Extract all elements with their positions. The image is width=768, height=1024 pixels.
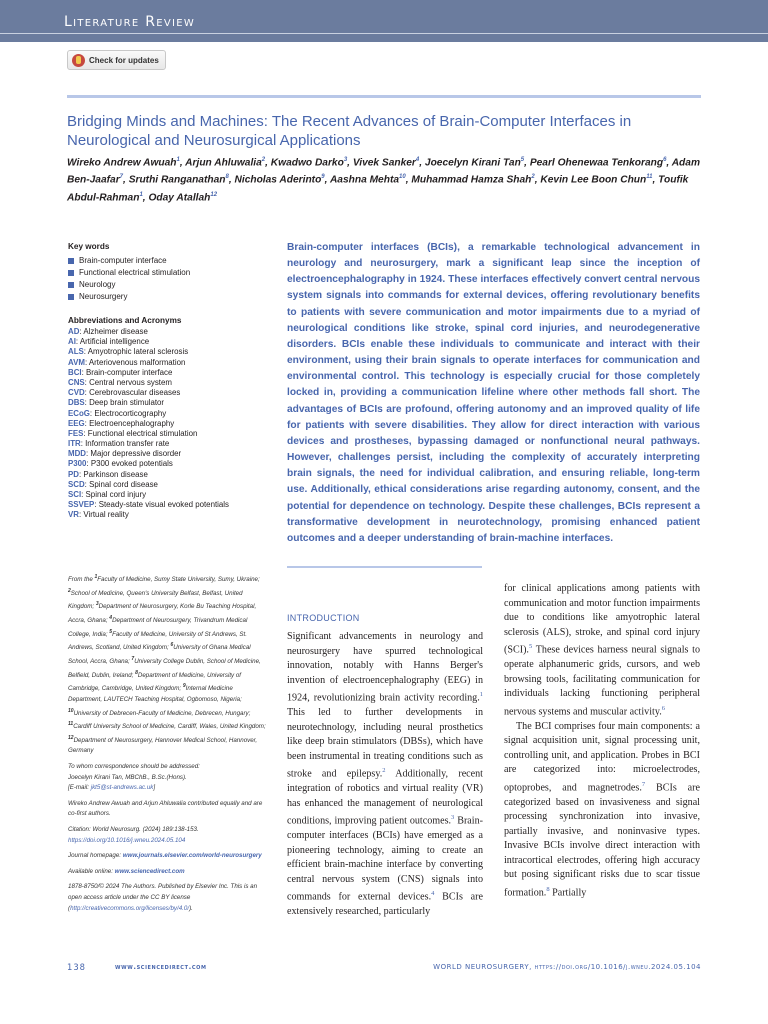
author-affiliation-mark: 12	[210, 191, 218, 198]
affiliation-text: Department of Neurosurgery, Hannover Medical School, Hannover, Germany	[68, 736, 258, 755]
citation	[68, 825, 267, 846]
abbreviation-term: CNS	[68, 377, 85, 387]
abbreviation-definition: Parkinson disease	[83, 469, 148, 479]
abbreviation-term: SCD	[68, 479, 85, 489]
abbreviation-item: AVM: Arteriovenous malformation	[68, 357, 186, 367]
affiliation-number: 5	[109, 628, 113, 635]
body-text: These devices harness neural signals to operate alphanumeric grids, cursors, and web browsing tools, facilitating communication for individuals lacking functioning peripheral nervous systems and muscular activity.	[504, 644, 700, 718]
author-name: Arjun Ahluwalia	[185, 157, 262, 169]
paragraph	[504, 582, 700, 720]
author-affiliation-mark: 2	[261, 157, 266, 163]
reference-mark: 5	[528, 643, 533, 651]
author-affiliation-mark: 3	[343, 157, 348, 163]
body-column-2	[504, 582, 700, 901]
section-band	[0, 0, 768, 42]
journal-homepage	[68, 851, 267, 862]
affiliation-number: 7	[131, 655, 135, 662]
homepage-label: Journal homepage:	[68, 852, 123, 860]
abbreviation-item: CNS: Central nervous system	[68, 377, 172, 387]
abbreviation-definition: Arteriovenous malformation	[88, 357, 186, 367]
check-for-updates-button[interactable]	[67, 50, 166, 70]
abbreviations-list	[68, 327, 268, 521]
abbreviation-item: PD: Parkinson disease	[68, 469, 148, 479]
affiliation-text: Department of Neurosurgery, Trivandrum Medical College, India;	[68, 617, 248, 638]
reference-mark: 2	[382, 767, 386, 775]
keyword-label: Neurology	[79, 280, 116, 289]
abbreviation-definition: Cerebrovascular diseases	[89, 388, 181, 398]
abbreviation-term: P300	[68, 459, 87, 469]
abbreviation-definition: Brain-computer interface	[85, 367, 173, 377]
author-affiliation-mark: 1	[176, 157, 180, 163]
keyword-item	[68, 267, 190, 279]
affiliation-text: University of Debrecen-Faculty of Medicine, Debrecen, Hungary;	[73, 709, 251, 717]
abbreviation-item: P300: P300 evoked potentials	[68, 459, 173, 469]
abbreviation-item: SCI: Spinal cord injury	[68, 490, 147, 499]
keyword-item	[68, 255, 190, 267]
license-link[interactable]: http://creativecommons.org/licenses/by/4.0/	[70, 904, 190, 912]
affiliation-number: 2	[68, 587, 71, 594]
band-divider	[0, 33, 768, 34]
author-name: Muhammad Hamza Shah	[411, 174, 532, 186]
email-prefix: [E-mail:	[68, 784, 91, 792]
affiliation-text: Department of Medicine, University of Cambridge, Cambridge, United Kingdom;	[68, 671, 242, 693]
abbreviation-item: SSVEP: Steady-state visual evoked potentials	[68, 500, 229, 510]
body-text: This led to further developments in neurotechnology, including neural prosthetics like deep brain stimulators (DBSs), which have been instrumental in treating conditions such as stroke and epilepsy.	[287, 707, 483, 780]
affiliation-number: 12	[68, 734, 74, 741]
abbreviation-definition: Alzheimer disease	[83, 327, 148, 336]
footer-journal: WORLD NEUROSURGERY, https://doi.org/10.1016/j.wneu.2024.05.104	[433, 963, 701, 971]
body-text: BCIs are categorized based on invasiveness and signal processing synchronization into invasive, partially invasive, and noninvasive types. Invasive BCIs involve direct interaction with intracortical electrodes, offering high accuracy but posing significant risks due to scar tissue formation.	[504, 782, 700, 899]
reference-mark: 7	[641, 780, 646, 788]
abbreviation-term: PD	[68, 469, 79, 479]
affiliation-text: University College Dublin, School of Medicine, Belfield, Dublin, Ireland;	[68, 658, 261, 679]
affiliation-number: 11	[68, 721, 74, 728]
reference-mark: 3	[451, 814, 455, 822]
abbreviation-item: BCI: Brain-computer interface	[68, 367, 173, 377]
author-name: Nicholas Aderinto	[234, 174, 322, 186]
keywords-list	[68, 255, 190, 303]
author-name: Wireko Andrew Awuah	[67, 157, 177, 169]
affiliation-number: 9	[182, 683, 186, 690]
abbreviation-item: VR: Virtual reality	[68, 510, 129, 520]
abbreviation-definition: Electroencephalography	[89, 418, 175, 428]
abbreviation-term: ITR	[68, 439, 81, 449]
author-name: Kevin Lee Boon Chun	[540, 174, 647, 186]
abbreviation-item: CVD: Cerebrovascular diseases	[68, 388, 181, 398]
body-text: BCIs are extensively researched, particularly	[287, 891, 483, 918]
abbreviation-item: ITR: Information transfer rate	[68, 439, 170, 449]
affiliation-text: Faculty of Medicine, Sumy State University, Sumy, Ukraine;	[97, 576, 260, 584]
abbreviation-item: ECoG: Electrocorticography	[68, 408, 167, 418]
reference-mark: 1	[479, 691, 483, 699]
keyword-label: Brain-computer interface	[79, 256, 167, 265]
abbreviation-term: SCI	[68, 490, 82, 499]
abbreviation-item: DBS: Deep brain stimulator	[68, 398, 165, 408]
author-name: Sruthi Ranganathan	[128, 174, 226, 186]
abstract: Brain-computer interfaces (BCIs), a remarkable technological advancement in neurology and neurosurgery, mark a significant leap since the inception of electroencephalography in 1924. These interfaces effectively convert central nervous system signals into commands for external devices, offering revolutionary benefits to patients with severe communication and motor impairments due to a myriad of neurological conditions like stroke, spinal cord injuries, and neurodegenerative disorders. BCIs enable these individuals to communicate and interact with their environment, using their brain signals to operate interfaces for communication and environmental control. This technology is especially crucial for those completely locked in, providing a communication lifeline where other methods fall short. The advantages of BCIs are profound, offering autonomy and an improved quality of life for patients with severe disabilities. They allow for direct interaction with various devices and prostheses, bypassing damaged or nonfunctional neural pathways. However, challenges persist, including the complexity of accurately interpreting brain signals, the need for individual calibration, and ensuring reliable, long-term use. Additionally, ethical considerations arise regarding autonomy, consent, and the potential for dependence on technology. Despite these challenges, BCIs represent a transformative development in neurotechnology, promising enhanced patient outcomes and a deeper understanding of brain-machine interfaces.	[287, 242, 700, 544]
email-link[interactable]: jkt5@st-andrews.ac.uk	[90, 784, 154, 792]
affiliations-from: From the	[68, 576, 95, 584]
abbreviation-definition: Deep brain stimulator	[89, 398, 165, 408]
abbreviation-item: ALS: Amyotrophic lateral sclerosis	[68, 347, 189, 357]
author-name: Pearl Ohenewaa Tenkorang	[529, 157, 664, 169]
correspondence	[68, 762, 267, 794]
author-affiliation-mark: 5	[520, 157, 525, 163]
affiliation-number: 3	[95, 601, 99, 608]
abbreviation-definition: Artificial intelligence	[79, 337, 150, 347]
author-name: Joecelyn Kirani Tan	[424, 157, 521, 169]
author-name: Vivek Sanker	[352, 157, 416, 169]
abbreviation-item: MDD: Major depressive disorder	[68, 449, 182, 459]
abbreviation-item: AI: Artificial intelligence	[68, 337, 150, 347]
body-column-1	[287, 630, 483, 920]
keyword-item	[68, 279, 190, 291]
page-number: 138	[67, 962, 86, 972]
author-affiliation-mark: 9	[321, 174, 325, 181]
keyword-label: Functional electrical stimulation	[79, 268, 191, 277]
bullet-icon	[68, 282, 74, 288]
available-online	[68, 867, 267, 878]
affiliation-number: 1	[94, 574, 98, 580]
abbreviation-term: AI	[68, 337, 76, 347]
abbreviation-term: DBS	[68, 398, 85, 408]
affiliation-text: Internal Medicine Department, LAUTECH Teaching Hospital, Ogbomoso, Nigeria;	[68, 685, 242, 703]
author-name: Toufik Abdul-Rahman	[67, 174, 689, 204]
abbreviation-definition: Information transfer rate	[85, 439, 170, 449]
article-title: Bridging Minds and Machines: The Recent Advances of Brain-Computer Interfaces in Neurological and Neurosurgical Applications	[67, 113, 632, 149]
keyword-label: Neurosurgery	[79, 292, 128, 301]
check-for-updates-label: Check for updates	[89, 55, 159, 65]
author-affiliation-mark: 11	[646, 174, 653, 181]
reference-mark: 8	[546, 886, 550, 894]
keywords-heading: Key words	[68, 242, 110, 251]
abbreviation-term: BCI	[68, 367, 82, 377]
abbreviation-item: FES: Functional electrical stimulation	[68, 428, 198, 438]
abbreviation-term: FES	[68, 428, 84, 438]
affiliation-number: 6	[170, 642, 174, 649]
abbreviations-heading: Abbreviations and Acronyms	[68, 316, 182, 325]
author-affiliation-mark: 1	[139, 191, 143, 198]
body-text: Brain-computer interfaces (BCIs) have emerged as a pioneering technology, aiming to create an efficient brain-machine interface by converting central nervous system (CNS) signals into commands for external devices.	[287, 815, 483, 903]
correspondence-line1: To whom correspondence should be addressed:	[68, 763, 200, 771]
online-label: Available online:	[68, 867, 115, 875]
abbreviation-term: AD	[68, 327, 80, 336]
bullet-icon	[68, 258, 74, 264]
homepage-link[interactable]: www.journals.elsevier.com/world-neurosurgery	[122, 852, 262, 860]
abbreviation-definition: Central nervous system	[89, 377, 172, 387]
bullet-icon	[68, 270, 74, 276]
license-text: 1878-8750/© 2024 The Authors. Published by Elsevier Inc. This is an open access article under the CC BY license (	[68, 883, 258, 912]
abbreviation-definition: P300 evoked potentials	[90, 459, 173, 469]
email-suffix: ]	[153, 784, 156, 792]
affiliation-text: Cardiff University School of Medicine, Cardiff, Wales, United Kingdom;	[73, 723, 266, 731]
author-affiliation-mark: 8	[225, 174, 229, 181]
paragraph	[504, 720, 700, 901]
affiliation-number: 10	[68, 707, 74, 714]
body-text: for clinical applications among patients with communication and motor function impairments due to conditions like amyotrophic lateral sclerosis (ALS), stroke, and spinal cord injury (SCI).	[504, 583, 700, 656]
author-affiliation-mark: 4	[415, 157, 420, 163]
online-link[interactable]: www.sciencedirect.com	[114, 867, 185, 875]
doi-link[interactable]: https://doi.org/10.1016/j.wneu.2024.05.104	[68, 836, 186, 844]
abbreviation-term: MDD	[68, 449, 86, 459]
affiliation-number: 4	[109, 614, 113, 621]
author-list: Wireko Andrew Awuah$^1$, Arjun Ahluwalia$^2$, Kwadwo Darko$^3$, Vivek Sanker$^4$, Joecelyn Kirani Tan$^5$, Pearl Ohenewaa Tenkorang$^6$, Adam Ben-Jaafar$^7$, Sruthi Ranganathan$^8$, Nicholas Aderinto$^9$, Aashna Mehta$^{10}$, Muhammad Hamza Shah$^2$, Kevin Lee Boon Chun$^{11}$, Toufik Abdul-Rahman$^1$, Oday Atallah$^{12}$	[67, 157, 701, 204]
affiliation-text: Faculty of Medicine, University of St Andrews, St. Andrews, Scotland, United Kingdom;	[68, 630, 247, 652]
citation-label: Citation: World Neurosurg. (2024) 189:138-153.	[68, 826, 199, 834]
author-affiliation-mark: 2	[531, 174, 535, 181]
abbreviation-definition: Electrocorticography	[94, 408, 167, 418]
body-text: The BCI comprises four main components: a signal acquisition unit, signal processing unit, controlling unit, and application. Probes in BCI are categorized into: microelectrodes, optoprobes, and magnetrodes.	[504, 720, 700, 794]
body-text: Significant advancements in neurology and neurosurgery have spurred technological innovation, notably with Hanns Berger's invention of electroencephalography (EEG) in 1924, revolutionizing brain activity recording.	[287, 631, 483, 704]
body-text: Partially	[549, 887, 587, 899]
affiliation-text: School of Medicine, Queen's University Belfast, Belfast, United Kingdom;	[68, 589, 243, 611]
reference-mark: 4	[431, 890, 435, 898]
check-for-updates-icon	[72, 54, 85, 67]
article-info	[68, 572, 267, 919]
page-footer	[67, 962, 701, 974]
body-text: Additionally, recent integration of robotics and virtual reality (VR) has enhanced the management of neurological conditions, improving patient outcomes.	[287, 768, 483, 827]
abbreviation-term: VR	[68, 510, 79, 520]
abbreviation-definition: Major depressive disorder	[90, 449, 182, 459]
affiliations	[68, 572, 267, 757]
abbreviation-definition: Spinal cord disease	[89, 479, 158, 489]
affiliation-text: University of Ghana Medical School, Accra, Ghana;	[68, 644, 251, 665]
keyword-item	[68, 291, 190, 303]
abbreviation-item: SCD: Spinal cord disease	[68, 479, 158, 489]
introduction-heading: INTRODUCTION	[287, 613, 360, 623]
section-title: Literature Review	[64, 14, 196, 30]
cofirst-note: Wireko Andrew Awuah and Arjun Ahluwalia contributed equally and are co-first authors.	[68, 799, 263, 818]
author-name: Aashna Mehta	[329, 174, 400, 186]
abbreviation-term: ECoG	[68, 408, 90, 418]
bullet-icon	[68, 294, 74, 300]
license	[68, 882, 267, 914]
footer-site-link[interactable]: www.sciencedirect.com	[115, 963, 207, 971]
affiliation-text: Department of Neurosurgery, Korle Bu Teaching Hospital, Accra, Ghana;	[68, 603, 257, 625]
author-affiliation-mark: 7	[119, 174, 124, 181]
abbreviation-definition: Steady-state visual evoked potentials	[98, 500, 229, 510]
author-name: Kwadwo Darko	[270, 157, 344, 169]
abbreviation-item: AD: Alzheimer disease	[68, 327, 148, 336]
abbreviation-definition: Functional electrical stimulation	[87, 428, 198, 438]
abbreviation-definition: Spinal cord injury	[85, 490, 147, 499]
abbreviation-term: SSVEP	[68, 500, 95, 510]
reference-mark: 6	[661, 704, 665, 712]
title-rule	[67, 95, 701, 98]
author-affiliation-mark: 10	[399, 174, 406, 181]
abbreviation-term: AVM	[68, 357, 85, 367]
affiliation-number: 8	[135, 669, 138, 676]
abbreviation-term: ALS	[68, 347, 84, 357]
abbreviation-item: EEG: Electroencephalography	[68, 418, 175, 428]
correspondence-line2: Joecelyn Kirani Tan, MBChB., B.Sc.(Hons).	[68, 773, 187, 781]
abbreviation-definition: Amyotrophic lateral sclerosis	[87, 347, 189, 357]
license-suffix: ).	[189, 904, 193, 912]
abbreviation-definition: Virtual reality	[83, 510, 129, 520]
abbreviation-term: EEG	[68, 418, 85, 428]
author-name: Adam Ben-Jaafar	[67, 157, 701, 186]
abbreviation-term: CVD	[68, 388, 85, 398]
author-affiliation-mark: 6	[663, 157, 667, 163]
intro-rule	[287, 566, 482, 568]
author-name: Oday Atallah	[148, 192, 211, 204]
